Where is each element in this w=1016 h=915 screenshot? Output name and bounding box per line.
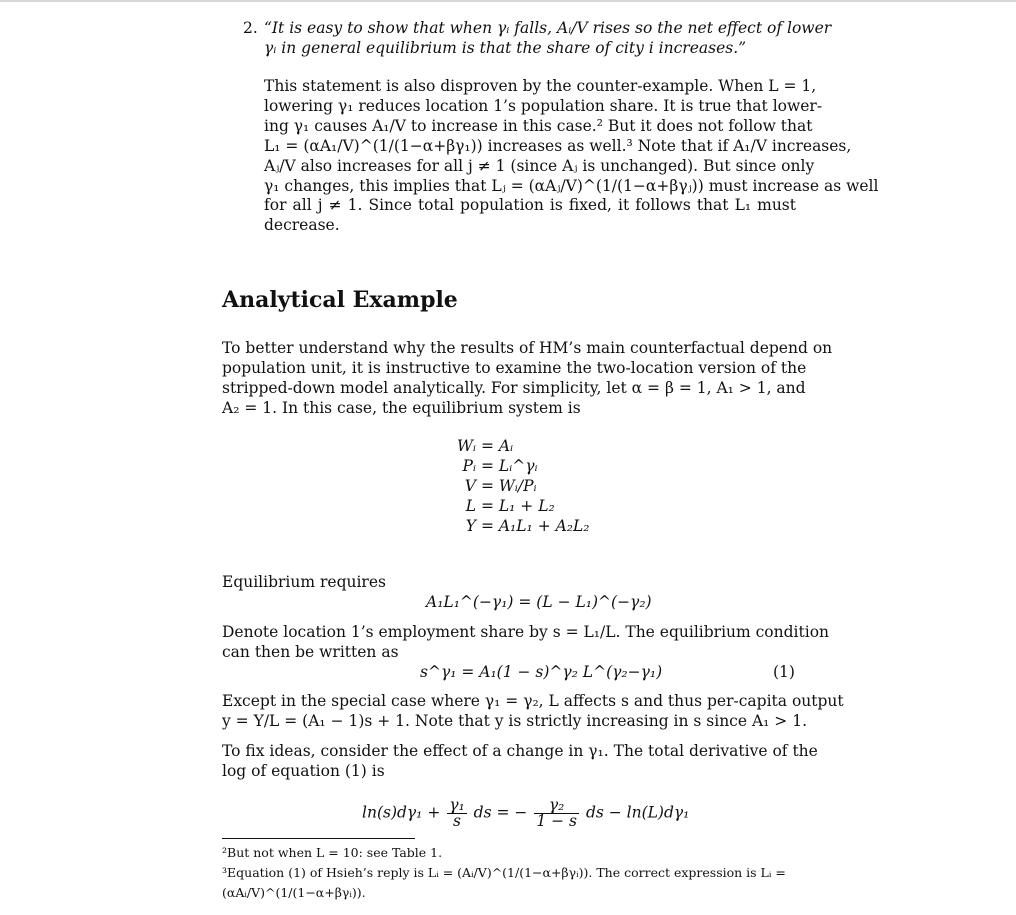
system-equation: Pᵢ = Lᵢ^γᵢ <box>462 457 538 475</box>
footnote-rule <box>222 838 415 839</box>
paragraph-line: Except in the special case where γ₁ = γ₂, L affects s and thus per-capita output <box>222 692 844 710</box>
fraction: $\frac{\text{γ₂}}{1 - s}$ <box>536 796 577 830</box>
paragraph-line: decrease. <box>264 216 340 235</box>
total-derivative-equation: ln(s)dγ₁ + $\frac{\text{γ₁}}{s}$ ds = − $\frac{\text{γ₂}}{1 - s}$ ds − ln(L)dγ₁ <box>362 796 690 830</box>
paragraph-line: population unit, it is instructive to examine the two-location version of the <box>222 359 807 377</box>
paragraph-line: for all j ≠ 1. Since total population is fixed, it follows that L₁ must <box>264 196 796 215</box>
intro-paragraph <box>222 338 833 418</box>
paragraph-line: Denote location 1’s employment share by s = L₁/L. The equilibrium condition <box>222 623 830 641</box>
footnote-3-continued: (αAᵢ/V)^(1/(1−α+βγᵢ)). <box>222 885 366 900</box>
paragraph-line: γ₁ changes, this implies that Lⱼ = (αAⱼ/V)^(1/(1−α+βγⱼ)) must increase as well <box>264 176 879 195</box>
fix-ideas-paragraph <box>222 741 818 781</box>
paragraph-line: This statement is also disproven by the counter-example. When L = 1, <box>264 77 817 95</box>
except-paragraph <box>222 691 844 731</box>
denote-paragraph <box>222 622 830 662</box>
fraction: $\frac{\text{γ₁}}{s}$ <box>449 796 465 830</box>
equilibrium-label: Equilibrium requires <box>222 573 386 591</box>
equation-1: s^γ₁ = A₁(1 − s)^γ₂ L^(γ₂−γ₁) <box>420 663 663 681</box>
footnote-3: ³Equation (1) of Hsieh’s reply is Lᵢ = (Aᵢ/V)^(1/(1−α+βγᵢ)). The correct expression is Lᵢ = <box>222 865 786 880</box>
paragraph-line: lowering γ₁ reduces location 1’s population share. It is true that lower- <box>264 96 823 115</box>
system-equation: L = L₁ + L₂ <box>465 497 555 515</box>
paragraph-line: Aⱼ/V also increases for all j ≠ 1 (since Aⱼ is unchanged). But since only <box>264 156 815 175</box>
equilibrium-system <box>438 436 590 536</box>
quote-line: “It is easy to show that when γᵢ falls, Aᵢ/V rises so the net effect of lower <box>264 19 832 37</box>
paragraph-line: can then be written as <box>222 643 399 661</box>
system-equation: Y = A₁L₁ + A₂L₂ <box>465 517 590 535</box>
paragraph-line: To fix ideas, consider the effect of a change in γ₁. The total derivative of the <box>222 742 818 760</box>
system-equation: V = Wᵢ/Pᵢ <box>464 477 537 495</box>
quoted-claim <box>264 18 832 58</box>
paragraph-line: ing γ₁ causes A₁/V to increase in this case.² But it does not follow that <box>264 116 813 135</box>
footnote-2: ²But not when L = 10: see Table 1. <box>222 845 443 860</box>
section-heading: Analytical Example <box>222 287 458 313</box>
system-equation: Wᵢ = Aᵢ <box>456 437 514 455</box>
equilibrium-condition: A₁L₁^(−γ₁) = (L − L₁)^(−γ₂) <box>426 593 652 611</box>
paragraph-line: A₂ = 1. In this case, the equilibrium system is <box>222 399 581 417</box>
paragraph-line: stripped-down model analytically. For simplicity, let α = β = 1, A₁ > 1, and <box>222 379 806 397</box>
counter-example-paragraph <box>264 77 879 236</box>
paragraph-line: L₁ = (αA₁/V)^(1/(1−α+βγ₁)) increases as well.³ Note that if A₁/V increases, <box>264 136 852 155</box>
paragraph-line: To better understand why the results of HM’s main counterfactual depend on <box>222 339 833 357</box>
paragraph-line: y = Y/L = (A₁ − 1)s + 1. Note that y is strictly increasing in s since A₁ > 1. <box>222 712 808 730</box>
quote-line: γᵢ in general equilibrium is that the share of city i increases.” <box>264 39 747 57</box>
list-item-number: 2. <box>243 19 258 37</box>
equation-number: (1) <box>773 663 795 681</box>
paragraph-line: log of equation (1) is <box>222 762 385 780</box>
